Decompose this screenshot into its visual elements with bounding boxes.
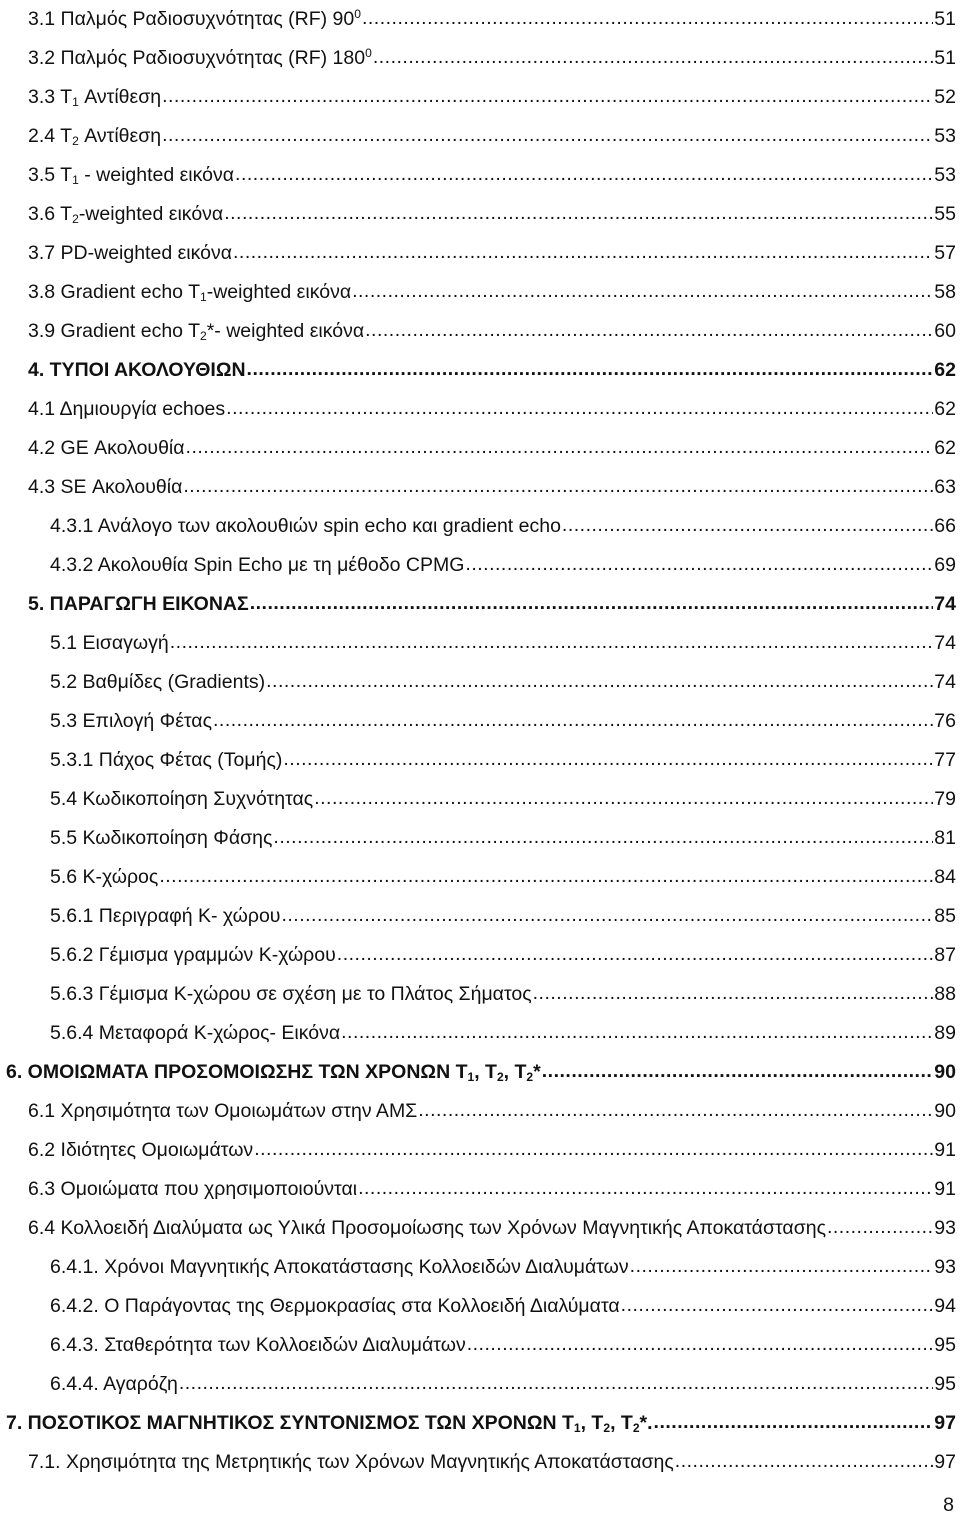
dot-leader: [226, 389, 933, 428]
toc-entry-page: 55: [934, 203, 956, 225]
dot-leader: [533, 974, 934, 1013]
dot-leader: [224, 194, 933, 233]
toc-entry-page: 51: [934, 47, 956, 69]
toc-entry-page: 97: [934, 1412, 956, 1434]
toc-entry-title: 6. ΟΜΟΙΩΜΑΤΑ ΠΡΟΣΟΜΟΙΩΣΗΣ ΤΩΝ ΧΡΟΝΩΝ $T_1$, $T_2$, $T_2*$: [6, 1061, 541, 1085]
toc-entry[interactable]: [50, 1248, 956, 1287]
toc-entry[interactable]: [28, 429, 956, 468]
toc-entry-title: 3.1 Παλμός Ραδιοσυχνότητας (RF) $90^0$: [28, 6, 361, 30]
toc-entry-page: 74: [934, 632, 956, 654]
dot-leader: [418, 1091, 933, 1130]
toc-entry-page: 69: [934, 554, 956, 576]
toc-entry[interactable]: [6, 1404, 956, 1443]
toc-entry-page: 95: [934, 1373, 956, 1395]
dot-leader: [465, 545, 933, 584]
toc-entry-page: 81: [934, 827, 956, 849]
toc-entry[interactable]: [28, 468, 956, 507]
toc-entry[interactable]: [50, 819, 956, 858]
dot-leader: [362, 0, 933, 38]
toc-entry-title: 5.3 Επιλογή Φέτας: [50, 710, 212, 732]
toc-entry-page: 85: [934, 905, 956, 927]
toc-entry-title: 3.9 Gradient echo $T_2*-$ weighted εικόνα: [28, 320, 365, 344]
toc-entry-page: 62: [934, 359, 956, 381]
toc-entry-title: 3.7 PD-weighted εικόνα: [28, 242, 232, 264]
toc-entry-title: 3.3 $T_1$ Αντίθεση: [28, 86, 162, 110]
toc-entry[interactable]: [28, 273, 956, 312]
toc-entry[interactable]: [50, 1326, 956, 1365]
toc-entry-title: 4.3.1 Ανάλογο των ακολουθιών spin echo και gradient echo: [50, 515, 561, 537]
dot-leader: [281, 896, 933, 935]
toc-entry-page: 77: [934, 749, 956, 771]
toc-entry-title: 6.4.2. Ο Παράγοντας της Θερμοκρασίας στα Κολλοειδή Διαλύματα: [50, 1295, 620, 1317]
toc-entry-title: 7.1. Χρησιμότητα της Μετρητικής των Χρόνων Μαγνητικής Αποκατάστασης: [28, 1451, 674, 1473]
dot-leader: [827, 1208, 933, 1247]
dot-leader: [337, 935, 934, 974]
dot-leader: [162, 116, 933, 155]
toc-entry-title: 6.4 Κολλοειδή Διαλύματα ως Υλικά Προσομοίωσης των Χρόνων Μαγνητικής Αποκατάστασης: [28, 1217, 826, 1239]
toc-entry-title: 5.5 Κωδικοποίηση Φάσης: [50, 827, 273, 849]
dot-leader: [213, 701, 933, 740]
dot-leader: [254, 1130, 933, 1169]
dot-leader: [654, 1403, 934, 1442]
toc-entry-title: 6.3 Ομοιώματα που χρησιμοποιούνται: [28, 1178, 358, 1200]
toc-entry-title: 5.6.4 Μεταφορά Κ-χώρος- Εικόνα: [50, 1022, 341, 1044]
toc-entry-page: 63: [934, 476, 956, 498]
toc-entry[interactable]: [28, 390, 956, 429]
dot-leader: [273, 818, 933, 857]
toc-entry-page: 84: [934, 866, 956, 888]
page-number: 8: [943, 1494, 954, 1516]
toc-entry-page: 53: [934, 125, 956, 147]
toc-entry-title: 5.6.2 Γέμισμα γραμμών Κ-χώρου: [50, 944, 336, 966]
toc-entry[interactable]: [28, 1170, 956, 1209]
toc-entry[interactable]: [28, 312, 956, 351]
dot-leader: [233, 233, 933, 272]
toc-entry-page: 74: [934, 671, 956, 693]
toc-entry[interactable]: [50, 741, 956, 780]
toc-entry[interactable]: [28, 1092, 956, 1131]
dot-leader: [235, 155, 933, 194]
toc-entry-title: 3.2 Παλμός Ραδιοσυχνότητας (RF) $180^0$: [28, 45, 372, 69]
toc-entry-page: 62: [934, 437, 956, 459]
toc-entry-title: 4.3.2 Ακολουθία Spin Echo με τη μέθοδο CPMG: [50, 554, 465, 576]
toc-entry-title: 4.2 GE Ακολουθία: [28, 437, 185, 459]
toc-entry-title: 5.4 Κωδικοποίηση Συχνότητας: [50, 788, 314, 810]
dot-leader: [314, 779, 933, 818]
dot-leader: [373, 38, 933, 77]
toc-entry[interactable]: [50, 1014, 956, 1053]
toc-entry[interactable]: [50, 780, 956, 819]
toc-entry[interactable]: [50, 1287, 956, 1326]
dot-leader: [365, 311, 933, 350]
dot-leader: [250, 584, 934, 623]
toc-entry-page: 90: [934, 1100, 956, 1122]
toc-entry-page: 91: [934, 1139, 956, 1161]
toc-entry[interactable]: [28, 117, 956, 156]
toc-entry[interactable]: [50, 702, 956, 741]
toc-entry-title: 3.5 $T_1$ - weighted εικόνα: [28, 164, 235, 188]
toc-entry-title: 5.6 Κ-χώρος: [50, 866, 159, 888]
dot-leader: [266, 662, 933, 701]
toc-entry-page: 66: [934, 515, 956, 537]
dot-leader: [542, 1052, 934, 1091]
toc-entry[interactable]: [50, 936, 956, 975]
toc-entry-page: 52: [934, 86, 956, 108]
toc-entry[interactable]: [28, 1131, 956, 1170]
dot-leader: [621, 1286, 934, 1325]
toc-entry[interactable]: [50, 1365, 956, 1404]
dot-leader: [283, 740, 933, 779]
dot-leader: [170, 623, 934, 662]
toc-entry[interactable]: [28, 1443, 956, 1482]
dot-leader: [159, 857, 933, 896]
toc-entry-page: 74: [934, 593, 956, 615]
dot-leader: [186, 428, 934, 467]
toc-entry-page: 76: [934, 710, 956, 732]
toc-entry-title: 2.4 $T_2$ Αντίθεση: [28, 125, 162, 149]
toc-entry-page: 58: [934, 281, 956, 303]
toc-entry-title: 4.3 SE Ακολουθία: [28, 476, 183, 498]
dot-leader: [183, 467, 933, 506]
toc-entry[interactable]: [28, 39, 956, 78]
toc-entry-title: 3.6 $T_2$-weighted εικόνα: [28, 203, 224, 227]
toc-entry[interactable]: [6, 1053, 956, 1092]
dot-leader: [352, 272, 933, 311]
toc-entry-title: 4. ΤΥΠΟΙ ΑΚΟΛΟΥΘΙΩΝ: [28, 359, 246, 381]
toc-entry-title: 6.4.1. Χρόνοι Μαγνητικής Αποκατάστασης Κολλοειδών Διαλυμάτων: [50, 1256, 629, 1278]
toc-entry-page: 87: [934, 944, 956, 966]
toc-entry[interactable]: [28, 1209, 956, 1248]
toc-entry-title: 6.4.3. Σταθερότητα των Κολλοειδών Διαλυμάτων: [50, 1334, 466, 1356]
toc-entry-page: 88: [934, 983, 956, 1005]
toc-entry-page: 51: [934, 8, 956, 30]
toc-entry-page: 95: [934, 1334, 956, 1356]
toc-entry-page: 93: [934, 1217, 956, 1239]
toc-entry-title: 4.1 Δημιουργία echoes: [28, 398, 226, 420]
dot-leader: [179, 1364, 933, 1403]
dot-leader: [467, 1325, 934, 1364]
toc-entry[interactable]: [28, 78, 956, 117]
toc-entry-title: 3.8 Gradient echo $T_1$-weighted εικόνα: [28, 281, 352, 305]
toc-entry-title: 6.4.4. Αγαρόζη: [50, 1373, 178, 1395]
dot-leader: [162, 77, 933, 116]
toc-entry-page: 91: [934, 1178, 956, 1200]
toc-entry-title: 5.1 Εισαγωγή: [50, 632, 169, 654]
toc-entry-title: 5.2 Βαθμίδες (Gradients): [50, 671, 266, 693]
toc-entry[interactable]: [50, 975, 956, 1014]
toc-entry-title: 6.2 Ιδιότητες Ομοιωμάτων: [28, 1139, 254, 1161]
dot-leader: [675, 1442, 934, 1481]
toc-entry[interactable]: [28, 351, 956, 390]
toc-entry[interactable]: [50, 897, 956, 936]
dot-leader: [630, 1247, 934, 1286]
toc-entry[interactable]: [50, 546, 956, 585]
toc-entry-title: 5.6.3 Γέμισμα Κ-χώρου σε σχέση με το Πλάτος Σήματος: [50, 983, 532, 1005]
toc-entry[interactable]: [28, 195, 956, 234]
toc-entry-title: 5. ΠΑΡΑΓΩΓΗ ΕΙΚΟΝΑΣ: [28, 593, 249, 615]
toc-entry[interactable]: [28, 156, 956, 195]
toc-entry-title: 6.1 Χρησιμότητα των Ομοιωμάτων στην ΑΜΣ: [28, 1100, 418, 1122]
toc-entry-title: 5.6.1 Περιγραφή Κ- χώρου: [50, 905, 281, 927]
toc-entry[interactable]: [50, 507, 956, 546]
toc-entry[interactable]: [28, 234, 956, 273]
toc-entry-title: 7. ΠΟΣΟΤΙΚΟΣ ΜΑΓΝΗΤΙΚΟΣ ΣΥΝΤΟΝΙΣΜΟΣ ΤΩΝ ΧΡΟΝΩΝ $T_1$, $T_2$, $T_2*$.: [6, 1412, 653, 1436]
toc-entry-page: 60: [934, 320, 956, 342]
toc-entry-page: 62: [934, 398, 956, 420]
toc-entry-page: 53: [934, 164, 956, 186]
toc-entry[interactable]: [50, 663, 956, 702]
toc-entry-page: 94: [934, 1295, 956, 1317]
toc-entry[interactable]: [28, 0, 956, 39]
dot-leader: [358, 1169, 933, 1208]
toc-entry-title: 5.3.1 Πάχος Φέτας (Τομής): [50, 749, 283, 771]
toc-entry[interactable]: [50, 624, 956, 663]
toc-entry-page: 57: [934, 242, 956, 264]
dot-leader: [247, 350, 934, 389]
toc-entry-page: 89: [934, 1022, 956, 1044]
toc-entry-page: 93: [934, 1256, 956, 1278]
toc-entry-page: 90: [934, 1061, 956, 1083]
dot-leader: [562, 506, 933, 545]
toc-entry[interactable]: [28, 585, 956, 624]
dot-leader: [341, 1013, 933, 1052]
toc-entry-page: 79: [934, 788, 956, 810]
toc-entry[interactable]: [50, 858, 956, 897]
toc-entry-page: 97: [934, 1451, 956, 1473]
